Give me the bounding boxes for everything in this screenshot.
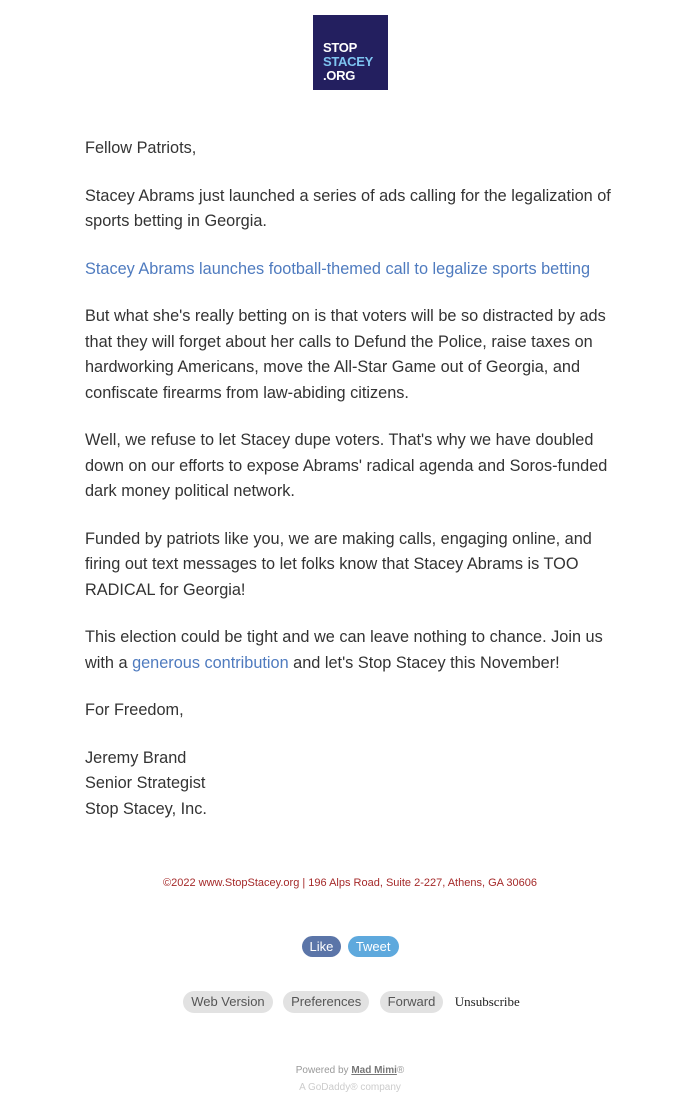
logo-line-stop: STOP [323,40,357,55]
paragraph-refuse: Well, we refuse to let Stacey dupe voters. That's why we have doubled down on our efforts to expose Abrams' radical agenda and Soros-funded dark money political network. [85,431,608,500]
signature-title: Senior Strategist [85,774,206,792]
greeting: Fellow Patriots, [85,139,197,157]
preferences-button[interactable]: Preferences [283,991,369,1013]
logo-line-stacey: STACEY [323,54,373,69]
signature-org: Stop Stacey, Inc. [85,799,207,818]
godaddy-note: A GoDaddy® company [299,1082,401,1093]
paragraph-betting: But what she's really betting on is that voters will be so distracted by ads that they will forget about her calls to Defund the Police, raise taxes on hardworking Americans, move the All-Star Game out of Georgia, and confiscate firearms from law-abiding citizens. [85,307,606,402]
forward-button[interactable]: Forward [380,991,444,1013]
signature [85,746,625,823]
email-body [85,136,625,822]
article-link-paragraph [85,257,625,283]
signature-name: Jeremy Brand [85,748,187,767]
logo-line-org: .ORG [323,68,356,83]
paragraph-contribution [85,625,625,676]
contribution-text-before: This election could be tight and we can leave nothing to chance. Join us with a [85,628,603,672]
stopstacey-logo[interactable] [313,15,388,90]
paragraph-ads: Stacey Abrams just launched a series of ads calling for the legalization of sports betting in Georgia. [85,186,611,230]
mad-mimi-link[interactable]: Mad Mimi [351,1065,397,1076]
web-version-button[interactable]: Web Version [183,991,272,1013]
closing: For Freedom, [85,701,184,719]
article-link[interactable]: Stacey Abrams launches football-themed call to legalize sports betting [85,259,590,278]
contribution-link[interactable]: generous contribution [132,653,289,672]
contribution-text-after: and let's Stop Stacey this November! [288,653,560,672]
footer-address: ©2022 www.StopStacey.org | 196 Alps Road, Suite 2-227, Athens, GA 30606 [163,877,537,889]
powered-by-prefix: Powered by [295,1065,352,1076]
paragraph-funded: Funded by patriots like you, we are making calls, engaging online, and firing out text messages to let folks know that Stacey Abrams is TOO RADICAL for Georgia! [85,529,592,599]
social-buttons [0,936,700,957]
powered-by [0,1065,700,1076]
unsubscribe-link[interactable]: Unsubscribe [454,994,520,1009]
footer-links [0,991,700,1013]
powered-by-suffix: ® [396,1065,405,1076]
tweet-button[interactable]: Tweet [348,936,399,957]
like-button[interactable]: Like [302,936,342,957]
